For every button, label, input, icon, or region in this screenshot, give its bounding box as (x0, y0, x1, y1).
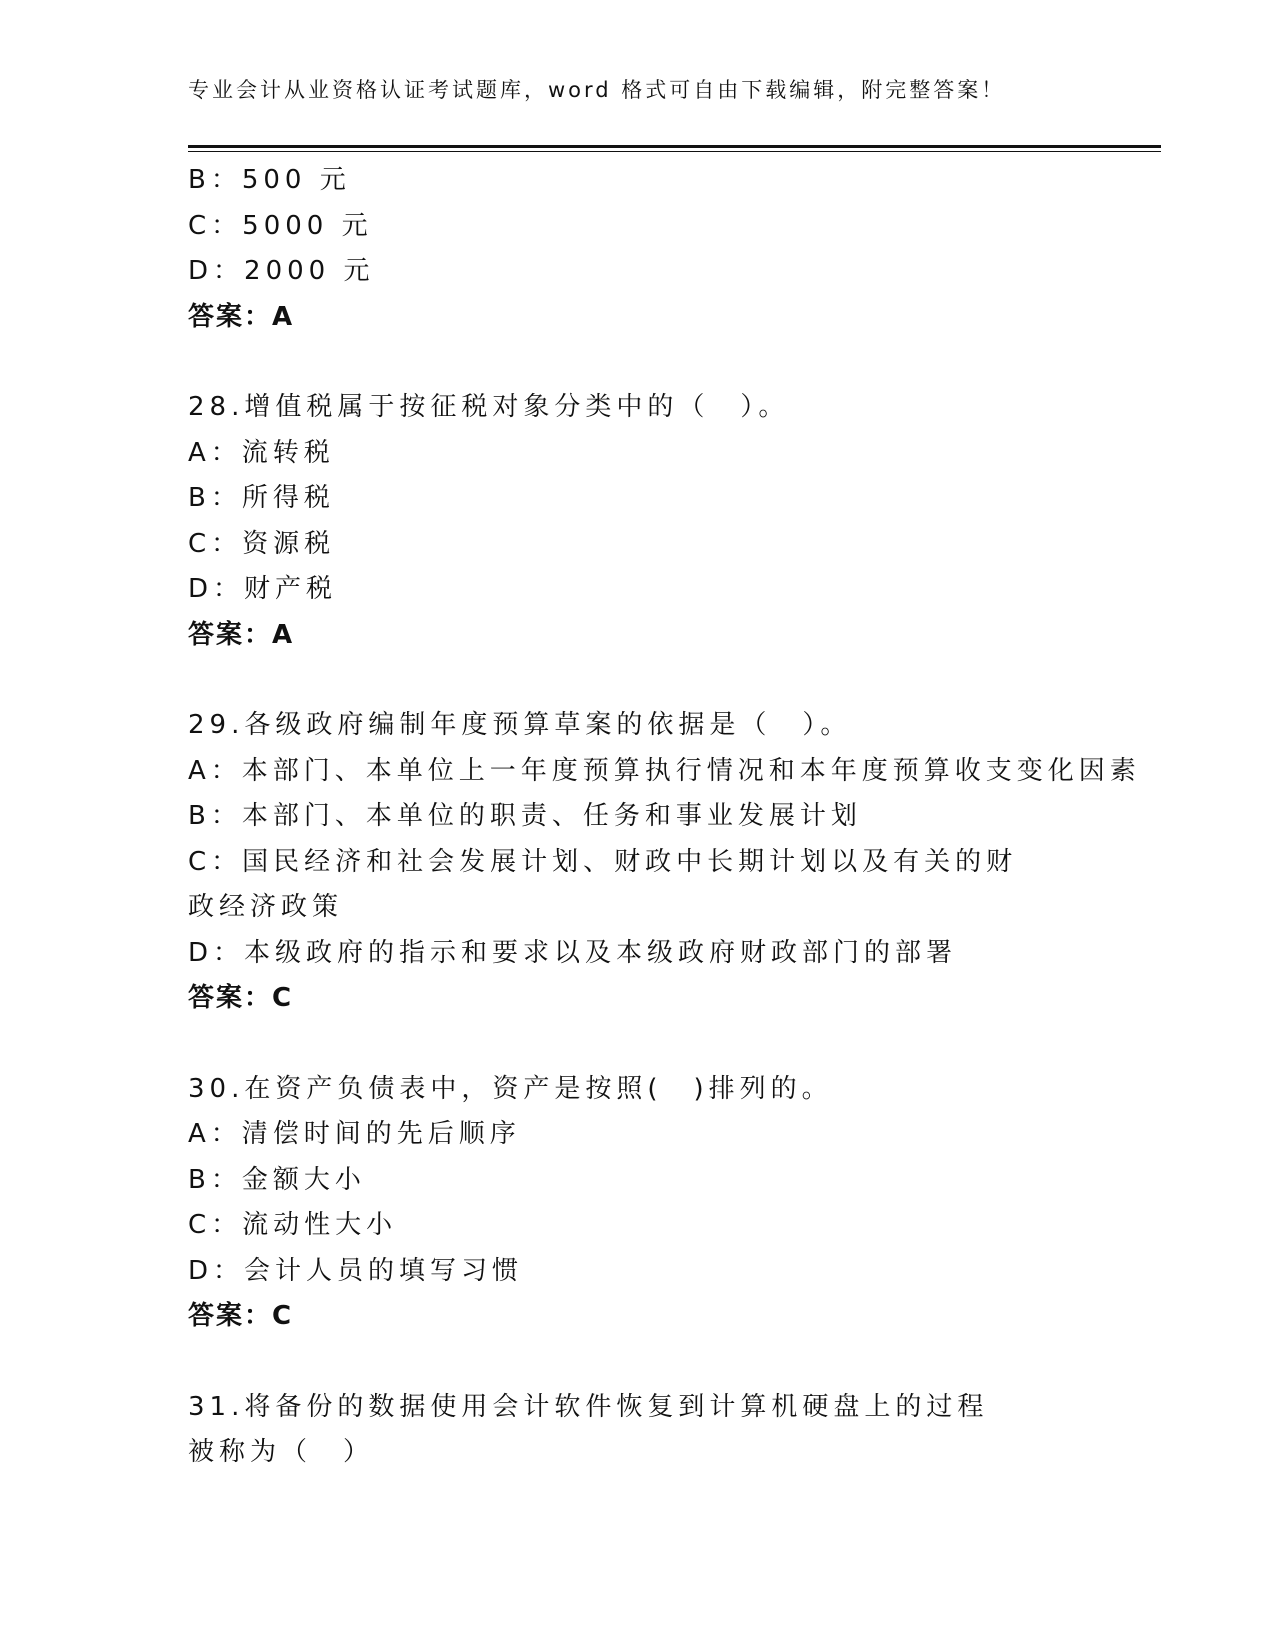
option-b: B：500 元 (188, 165, 351, 195)
answer: 答案：C (188, 1301, 294, 1331)
question-30 (188, 1067, 1088, 1340)
header-rule-thick (188, 145, 1161, 148)
option-c: C：流动性大小 (188, 1210, 398, 1240)
question-27-tail (188, 158, 1088, 340)
option-d: D：财产税 (188, 574, 338, 604)
option-a: A：流转税 (188, 437, 335, 468)
question-stem: 29.各级政府编制年度预算草案的依据是（ ）。 (188, 710, 852, 740)
option-b: B：金额大小 (188, 1164, 366, 1195)
header-rule-thin (188, 151, 1161, 152)
answer: 答案：A (188, 619, 295, 650)
option-b: B：本部门、本单位的职责、任务和事业发展计划 (188, 801, 862, 831)
option-d: D：2000 元 (188, 256, 375, 286)
question-31 (188, 1385, 1088, 1476)
option-a: A：本部门、本单位上一年度预算执行情况和本年度预算收支变化因素 (188, 755, 1141, 786)
option-c: C：5000 元 (188, 210, 373, 241)
option-d: D：会计人员的填写习惯 (188, 1255, 524, 1286)
option-b: B：所得税 (188, 483, 335, 513)
question-stem: 30.在资产负债表中，资产是按照( )排列的。 (188, 1073, 833, 1104)
answer: 答案：A (188, 301, 295, 332)
page-header: 专业会计从业资格认证考试题库，word 格式可自由下载编辑，附完整答案！ (188, 78, 1006, 102)
option-c: C：国民经济和社会发展计划、财政中长期计划以及有关的财政经济政策 (188, 846, 1018, 922)
answer: 答案：C (188, 983, 294, 1013)
option-a: A：清偿时间的先后顺序 (188, 1119, 521, 1149)
option-d: D：本级政府的指示和要求以及本级政府财政部门的部署 (188, 937, 958, 968)
option-c: C：资源税 (188, 528, 336, 559)
question-stem: 28.增值税属于按征税对象分类中的（ ）。 (188, 392, 790, 422)
question-list (188, 158, 1141, 1476)
question-29 (188, 703, 1141, 1022)
question-stem: 31.将备份的数据使用会计软件恢复到计算机硬盘上的过程被称为（ ） (188, 1391, 989, 1467)
question-28 (188, 385, 1088, 658)
